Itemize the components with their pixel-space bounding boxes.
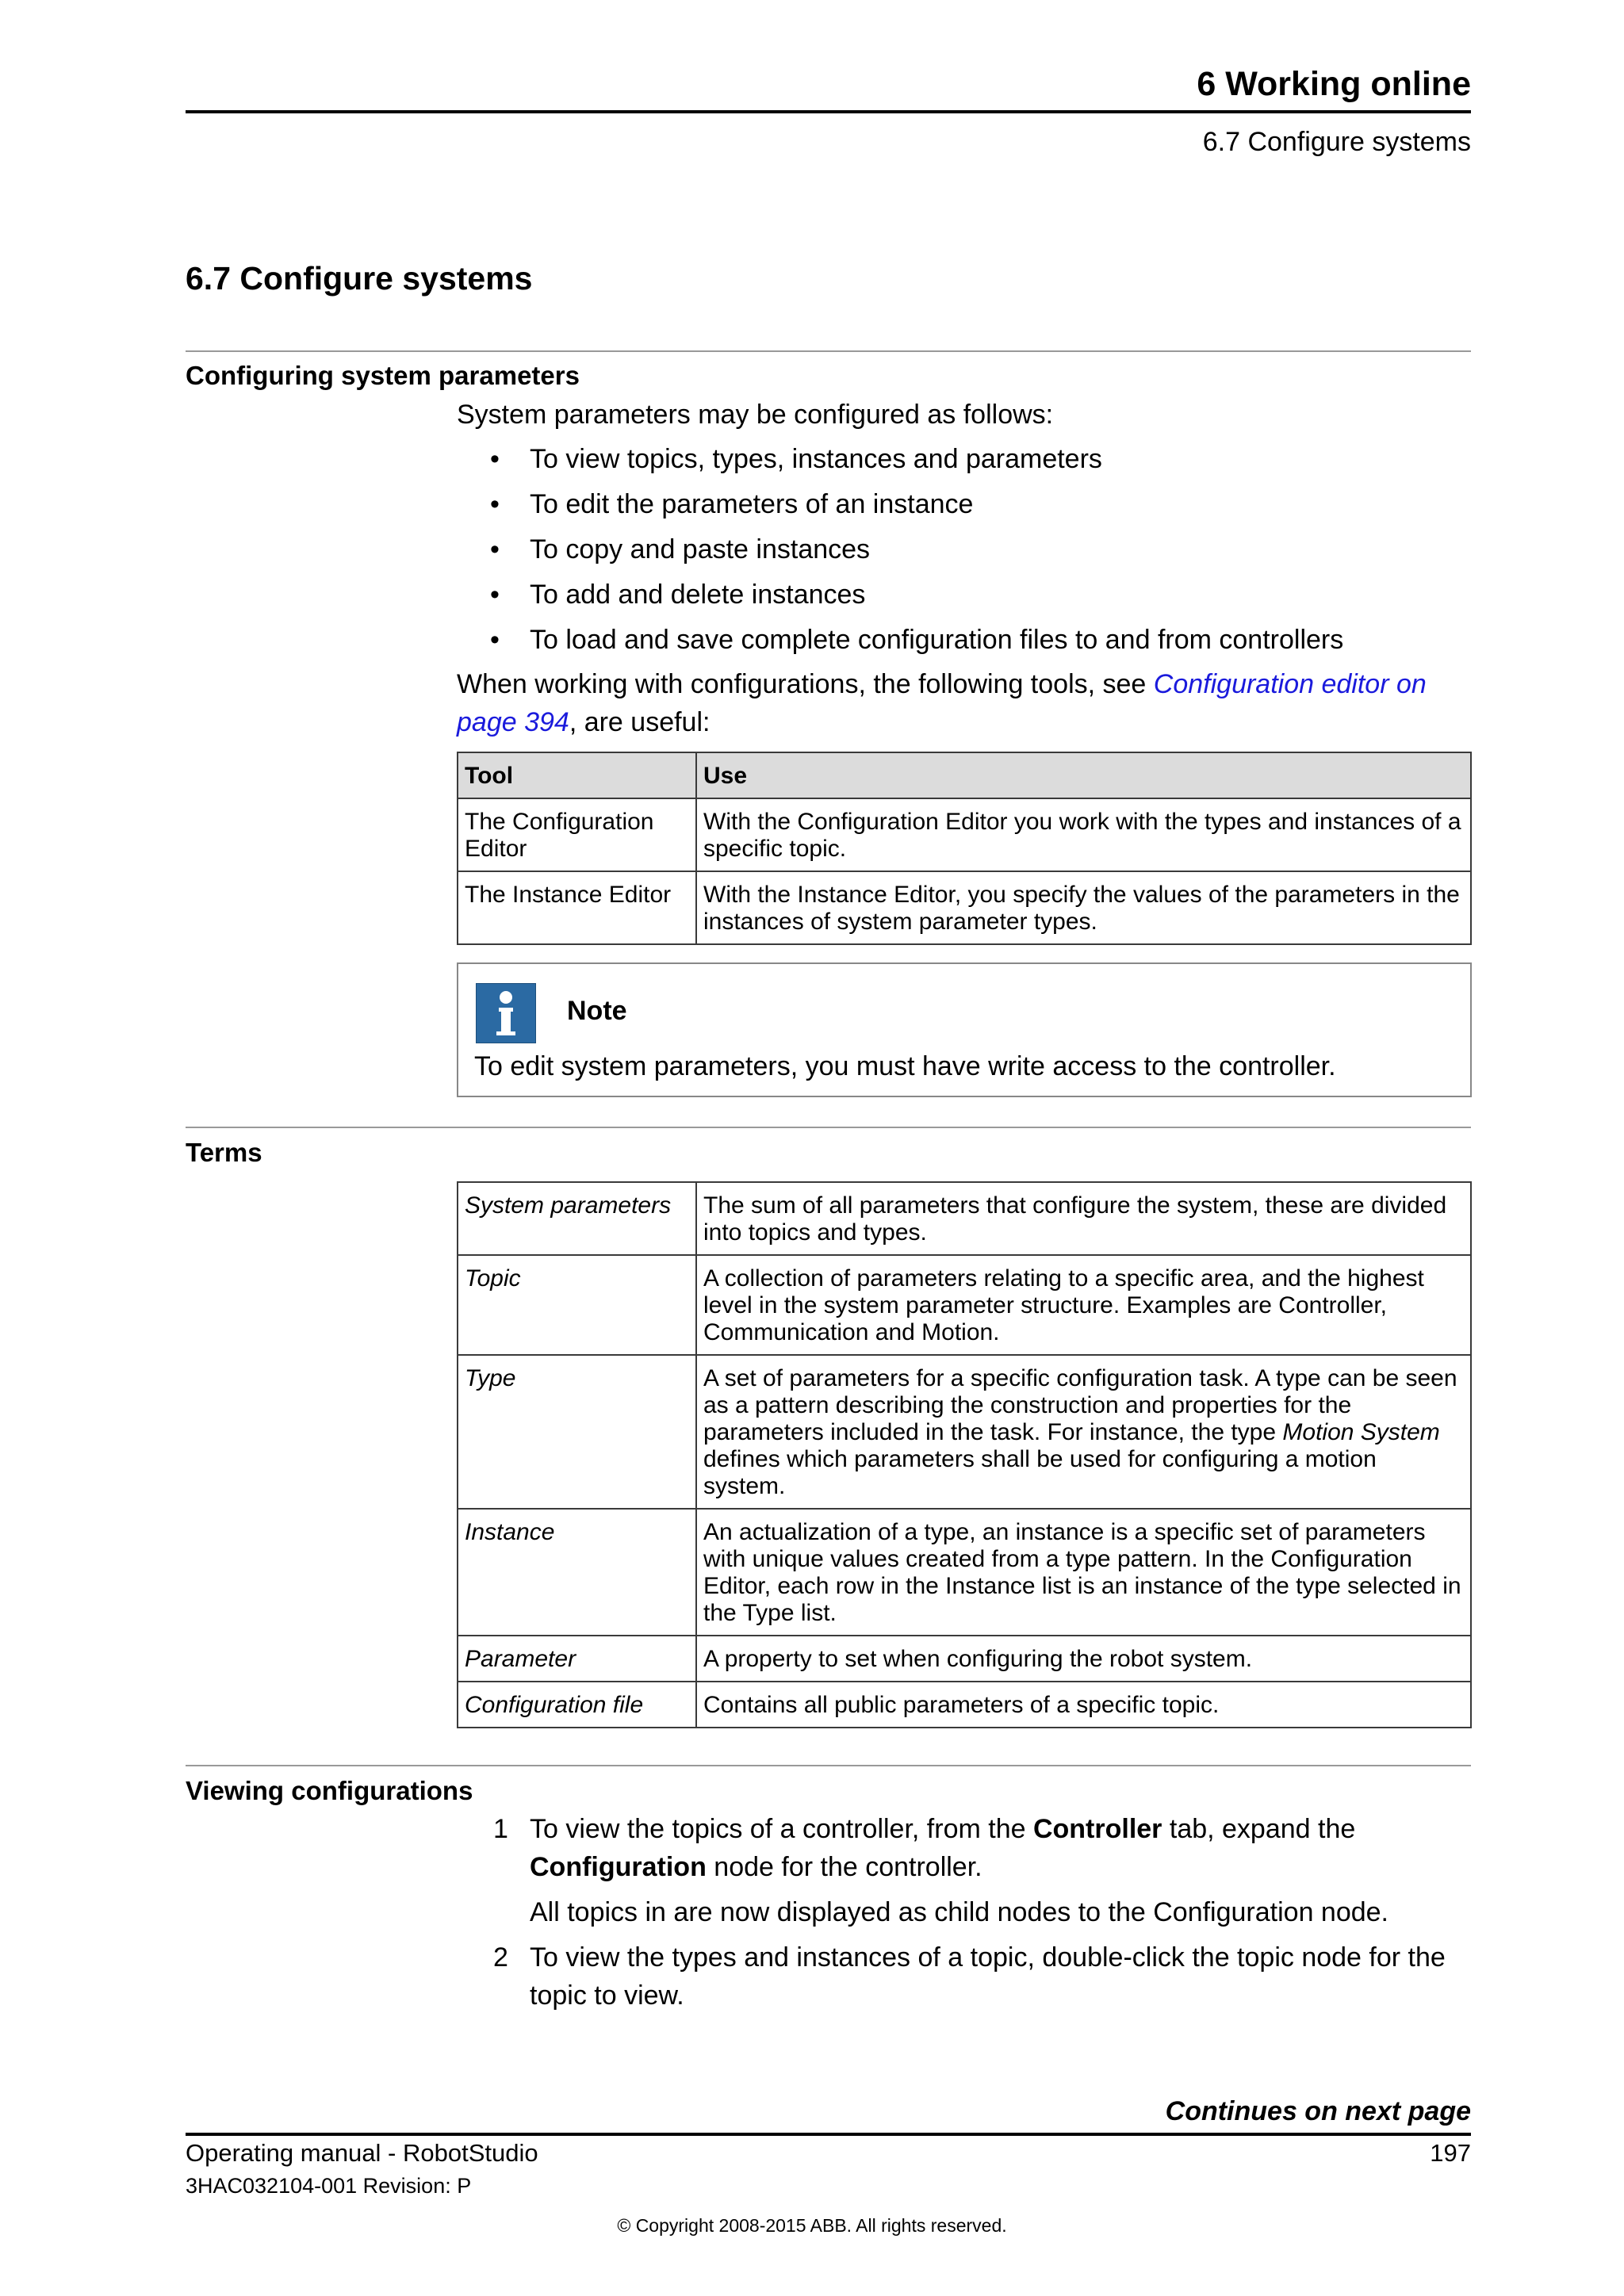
term-name: Topic [458,1255,696,1355]
configuration-editor-link[interactable]: Configuration editor on page 394 [457,669,1427,737]
terms-table [457,1181,1472,1728]
list-item: • To edit the parameters of an instance [457,485,1472,530]
footer-manual-title: Operating manual - RobotStudio [186,2139,538,2167]
header-rule [186,110,1471,113]
list-item: • To copy and paste instances [457,530,1472,576]
running-header-section: 6.7 Configure systems [1202,127,1471,157]
bullet-icon: • [490,625,500,655]
configuring-intro: System parameters may be configured as follows: [457,400,1054,430]
table-row [458,1636,1471,1682]
step-1: 1 To view the topics of a controller, from the Controller tab, expand the Configuration node for the controller. [457,1810,1472,1886]
term-definition: A collection of parameters relating to a specific area, and the highest level in the system parameter structure. Examples are Controller, Communication and Motion. [696,1255,1471,1355]
column-header-tool: Tool [458,752,696,798]
tool-name: The Configuration Editor [458,798,696,871]
section-divider [186,1765,1471,1766]
step-2: 2 To view the types and instances of a topic, double-click the topic node for the topic to view. [457,1938,1472,2015]
term-definition: The sum of all parameters that configure the system, these are divided into topics and types. [696,1182,1471,1255]
note-box [457,962,1472,1097]
table-header-row [458,752,1471,798]
tools-sentence: When working with configurations, the following tools, see Configuration editor on page 394, are useful: [457,669,1427,737]
table-row [458,1355,1471,1509]
table-row [458,798,1471,871]
bullet-icon: • [490,534,500,564]
step-number: 1 [493,1814,508,1844]
page-number: 197 [1430,2139,1471,2167]
term-name: Instance [458,1509,696,1636]
tool-name: The Instance Editor [458,871,696,944]
note-text: To edit system parameters, you must have write access to the controller. [474,1051,1336,1081]
step-1-result: All topics in are now displayed as child nodes to the Configuration node. [530,1897,1389,1927]
continues-on-next-page: Continues on next page [1165,2096,1471,2126]
term-definition: A set of parameters for a specific configuration task. A type can be seen as a pattern describing the construction and properties for the parameters included in the task. For instance, the type Motion System defines which parameters shall be used for configuring a motion system. [696,1355,1471,1509]
table-row [458,1509,1471,1636]
column-header-use: Use [696,752,1471,798]
tools-table [457,752,1472,945]
section-heading-configuring: Configuring system parameters [186,361,580,390]
term-definition: Contains all public parameters of a specific topic. [696,1682,1471,1728]
note-title: Note [567,996,627,1026]
list-item: • To load and save complete configuration files to and from controllers [457,621,1472,666]
section-heading-viewing: Viewing configurations [186,1776,473,1805]
step-number: 2 [493,1942,508,1973]
info-icon [476,983,536,1043]
term-name: Configuration file [458,1682,696,1728]
table-row [458,1255,1471,1355]
bullet-icon: • [490,580,500,610]
table-row [458,871,1471,944]
term-name: Parameter [458,1636,696,1682]
section-divider [186,350,1471,352]
term-definition: An actualization of a type, an instance is a specific set of parameters with unique values created from a type pattern. In the Configuration Editor, each row in the Instance list is an instance of the type selected in the Type list. [696,1509,1471,1636]
section-heading-terms: Terms [186,1138,262,1167]
tool-use: With the Instance Editor, you specify the values of the parameters in the instances of system parameter types. [696,871,1471,944]
list-item: • To view topics, types, instances and parameters [457,440,1472,485]
table-row [458,1682,1471,1728]
configure-options-list [457,440,1472,666]
term-name: System parameters [458,1182,696,1255]
list-item: • To add and delete instances [457,576,1472,621]
page-title: 6.7 Configure systems [186,260,533,297]
footer-rule [186,2133,1471,2136]
document-id: 3HAC032104-001 Revision: P [186,2174,472,2198]
section-divider [186,1127,1471,1128]
bullet-icon: • [490,489,500,519]
tool-use: With the Configuration Editor you work with the types and instances of a specific topic. [696,798,1471,871]
viewing-steps [457,1810,1472,2015]
table-row [458,1182,1471,1255]
bullet-icon: • [490,444,500,474]
term-definition: A property to set when configuring the robot system. [696,1636,1471,1682]
term-name: Type [458,1355,696,1509]
running-header-chapter: 6 Working online [1197,65,1471,103]
copyright: © Copyright 2008-2015 ABB. All rights reserved. [617,2215,1007,2236]
